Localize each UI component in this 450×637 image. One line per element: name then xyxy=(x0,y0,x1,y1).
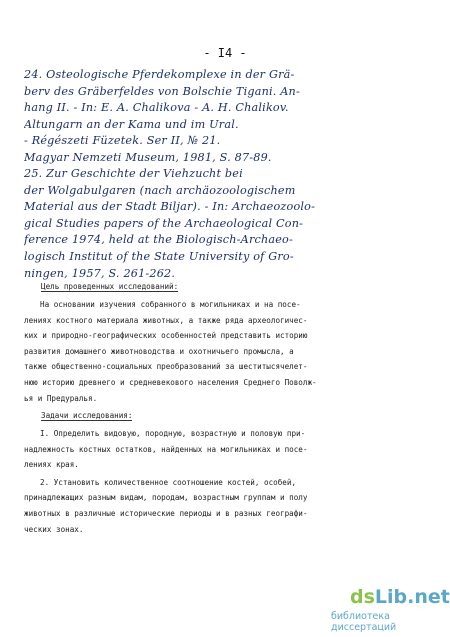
paragraph-line: ких и природно-географических особенностей представить историю xyxy=(24,331,308,341)
tasks-heading xyxy=(41,411,132,420)
task-line: животных в различные исторические периоды и в разных географи- xyxy=(24,508,308,518)
reference-25 xyxy=(24,167,424,283)
paragraph-line: нюю историю древнего и средневекового населения Среднего Поволж- xyxy=(24,377,317,387)
watermark-logo-prefix: ds xyxy=(350,586,375,608)
task-line: принадлежащих разным видам, породам, возрастным группам и полу xyxy=(24,493,308,503)
task-line: I. Определить видовую, породную, возрастную и половую при- xyxy=(40,429,306,438)
paragraph-line: ья и Предуралья. xyxy=(24,393,98,403)
reference-line: ference 1974, held at the Biologisch-Archaeo- xyxy=(24,233,293,247)
task-line: лениях края. xyxy=(24,460,79,470)
reference-line: ningen, 1957, S. 261-262. xyxy=(24,266,176,280)
page-number: - I4 - xyxy=(203,46,247,60)
aims-heading-text: Цель проведенных исследований: xyxy=(41,282,179,291)
paragraph-line: На основании изучения собранного в могильниках и на посе- xyxy=(40,300,301,309)
reference-line: gical Studies papers of the Archaeological Con- xyxy=(24,216,304,230)
reference-line: Material aus der Stadt Biljar). - In: Archaeozoolo- xyxy=(24,200,316,214)
tasks-heading-text: Задачи исследования: xyxy=(41,411,133,420)
reference-line: berv des Gräberfeldes von Bolschie Tigani. An- xyxy=(24,84,300,98)
task-line: 2. Установить количественное соотношение костей, особей, xyxy=(40,477,297,487)
reference-line: der Wolgabulgaren (nach archäozoologischem xyxy=(24,183,296,197)
reference-line: Altungarn an der Kama und im Ural. xyxy=(24,117,239,131)
tasks-list xyxy=(24,426,414,537)
reference-line: hang II. - In: E. A. Chalikova - A. H. Chalikov. xyxy=(24,101,289,115)
reference-line: Magyar Nemzeti Museum, 1981, S. 87-89. xyxy=(24,150,272,164)
paragraph-line: развития домашнего животноводства и охотничьего промысла, а xyxy=(24,346,294,356)
reference-line: - Régészeti Füzetek. Ser II, № 21. xyxy=(24,134,221,148)
watermark-logo xyxy=(350,586,450,608)
paragraph-line: также общественно-социальных преобразований за шеститысячелет- xyxy=(24,362,308,372)
aims-heading xyxy=(41,282,178,291)
watermark-subtitle: библиотека диссертаций xyxy=(331,611,397,633)
reference-24 xyxy=(24,68,424,168)
paragraph-line: лениях костного материала животных, а также ряда археологичес- xyxy=(24,315,308,325)
reference-line: logisch Institut of the State University of Gro- xyxy=(24,249,294,263)
aims-paragraph xyxy=(24,297,414,406)
watermark-logo-suffix: Lib.net xyxy=(374,586,450,608)
task-line: ческих зонах. xyxy=(24,524,84,534)
task-line: надлежность костных остатков, найденных на могильниках и посе- xyxy=(24,444,308,454)
reference-line: 25. Zur Geschichte der Viehzucht bei xyxy=(24,167,243,180)
reference-line: 24. Osteologische Pferdekomplexe in der Grä- xyxy=(24,68,295,81)
